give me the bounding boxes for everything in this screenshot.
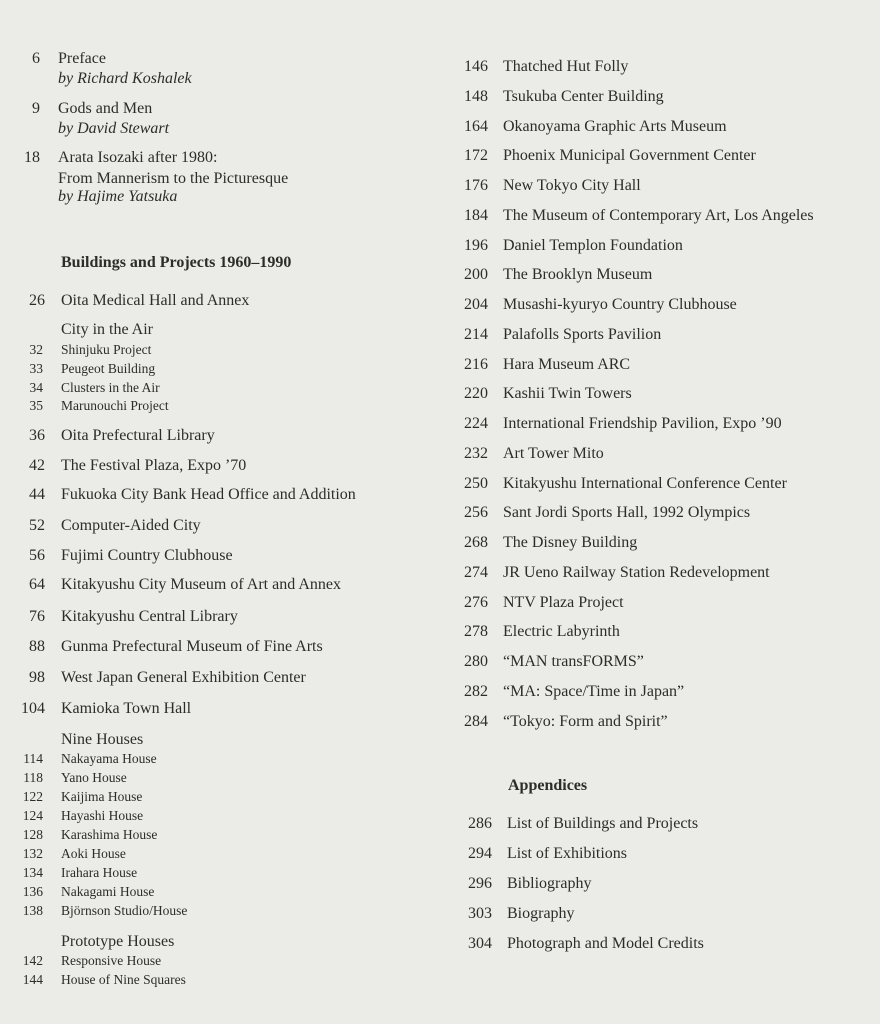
page-number: 220	[464, 385, 488, 402]
entry-title: Hara Museum ARC	[503, 356, 631, 373]
toc-entry	[0, 576, 440, 598]
entry-title: Preface	[58, 50, 106, 67]
entry-title: Fukuoka City Bank Head Office and Addition	[61, 486, 356, 503]
toc-entry	[448, 385, 880, 407]
entry-title: NTV Plaza Project	[503, 594, 624, 611]
entry-title: Gods and Men	[58, 100, 153, 117]
page-number: 196	[464, 237, 488, 254]
entry-title: House of Nine Squares	[61, 972, 186, 987]
page-number: 250	[464, 475, 488, 492]
entry-title: Photograph and Model Credits	[507, 935, 704, 952]
entry-title: Peugeot Building	[61, 361, 156, 376]
toc-subentry	[0, 903, 440, 925]
entry-title: Computer-Aided City	[61, 517, 201, 534]
page-number: 122	[22, 789, 43, 804]
page-number: 286	[468, 815, 492, 832]
entry-title: Phoenix Municipal Government Center	[503, 147, 756, 164]
entry-title: Sant Jordi Sports Hall, 1992 Olympics	[503, 504, 751, 521]
toc-group-label	[0, 933, 440, 955]
entry-title: Kashii Twin Towers	[503, 385, 632, 402]
page-number: 114	[23, 751, 43, 766]
entry-title: Karashima House	[61, 827, 158, 842]
toc-entry	[448, 504, 880, 526]
page-number: 104	[21, 700, 45, 717]
entry-title: List of Exhibitions	[507, 845, 627, 862]
entry-title: Okanoyama Graphic Arts Museum	[503, 118, 727, 135]
toc-entry	[448, 594, 880, 616]
toc-entry	[448, 207, 880, 229]
entry-title: Arata Isozaki after 1980:	[58, 149, 218, 166]
toc-entry	[448, 445, 880, 467]
toc-entry	[0, 292, 440, 314]
page-number: 76	[29, 608, 45, 625]
toc-entry	[448, 118, 880, 140]
page-number: 164	[464, 118, 488, 135]
toc-entry	[448, 623, 880, 645]
entry-title: JR Ueno Railway Station Redevelopment	[503, 564, 770, 581]
entry-title: List of Buildings and Projects	[507, 815, 699, 832]
page-number: 88	[29, 638, 45, 655]
page-number: 64	[29, 576, 45, 593]
toc-entry	[448, 815, 880, 837]
page-number: 18	[24, 149, 40, 166]
page-number: 278	[464, 623, 488, 640]
entry-title: Yano House	[61, 770, 127, 785]
toc-entry	[0, 608, 440, 630]
toc-entry	[448, 534, 880, 556]
page-number: 256	[464, 504, 488, 521]
entry-title: The Museum of Contemporary Art, Los Angeles	[503, 207, 814, 224]
entry-title: “MAN transFORMS”	[503, 653, 644, 670]
entry-title: Tsukuba Center Building	[503, 88, 664, 105]
page-number: 32	[29, 342, 43, 357]
entry-title: Musashi-kyuryo Country Clubhouse	[503, 296, 737, 313]
entry-title: Palafolls Sports Pavilion	[503, 326, 662, 343]
entry-title: Nakagami House	[61, 884, 155, 899]
page-number: 284	[464, 713, 488, 730]
page-number: 142	[22, 953, 43, 968]
entry-title: Hayashi House	[61, 808, 144, 823]
toc-entry	[448, 683, 880, 705]
page-number: 33	[29, 361, 43, 376]
page-number: 35	[29, 398, 43, 413]
entry-title: Irahara House	[61, 865, 138, 880]
toc-entry	[448, 845, 880, 867]
page-number: 44	[29, 486, 45, 503]
entry-title: Aoki House	[61, 846, 126, 861]
toc-entry	[0, 427, 440, 449]
page-number: 148	[464, 88, 488, 105]
page-number: 124	[22, 808, 43, 823]
entry-byline: by David Stewart	[58, 120, 170, 137]
toc-entry	[448, 653, 880, 675]
entry-title: Art Tower Mito	[503, 445, 604, 462]
toc-subentry	[0, 398, 440, 420]
page-number: 26	[29, 292, 45, 309]
toc-entry	[448, 266, 880, 288]
toc-entry	[0, 486, 440, 508]
entry-title: New Tokyo City Hall	[503, 177, 641, 194]
page-number: 34	[29, 380, 43, 395]
toc-entry	[0, 669, 440, 691]
toc-entry	[0, 638, 440, 660]
toc-entry	[448, 147, 880, 169]
entry-title: “MA: Space/Time in Japan”	[503, 683, 685, 700]
entry-title: The Disney Building	[503, 534, 638, 551]
entry-title: Nakayama House	[61, 751, 157, 766]
toc-entry	[0, 547, 440, 569]
page-number: 42	[29, 457, 45, 474]
entry-title: Biography	[507, 905, 575, 922]
entry-title: Kitakyushu City Museum of Art and Annex	[61, 576, 341, 593]
entry-title: Shinjuku Project	[61, 342, 152, 357]
toc-group-label	[0, 731, 440, 753]
page-number: 128	[22, 827, 43, 842]
entry-title: Oita Prefectural Library	[61, 427, 215, 444]
page-number: 132	[22, 846, 43, 861]
page-number: 52	[29, 517, 45, 534]
toc-entry	[0, 700, 440, 722]
page-number: 232	[464, 445, 488, 462]
entry-title: Kamioka Town Hall	[61, 700, 192, 717]
page-number: 136	[22, 884, 43, 899]
page-number: 296	[468, 875, 492, 892]
entry-title: The Festival Plaza, Expo ’70	[61, 457, 247, 474]
entry-title: The Brooklyn Museum	[503, 266, 653, 283]
page-number: 118	[23, 770, 43, 785]
entry-title: Kitakyushu Central Library	[61, 608, 238, 625]
appendices-heading: Appendices	[508, 777, 588, 794]
toc-entry	[448, 237, 880, 259]
page-number: 36	[29, 427, 45, 444]
page-number: 184	[464, 207, 488, 224]
entry-title: “Tokyo: Form and Spirit”	[503, 713, 668, 730]
page-number: 276	[464, 594, 488, 611]
page-number: 214	[464, 326, 488, 343]
toc-entry	[448, 326, 880, 348]
page-number: 200	[464, 266, 488, 283]
toc-entry	[448, 296, 880, 318]
toc-entry	[448, 88, 880, 110]
page-number: 9	[32, 100, 40, 117]
page-number: 274	[464, 564, 488, 581]
entry-byline: by Hajime Yatsuka	[58, 188, 178, 205]
entry-title: Marunouchi Project	[61, 398, 169, 413]
entry-title: Björnson Studio/House	[61, 903, 188, 918]
entry-title: Thatched Hut Folly	[503, 58, 629, 75]
page-number: 172	[464, 147, 488, 164]
toc-entry	[448, 713, 880, 735]
group-title: City in the Air	[61, 321, 153, 338]
page-number: 98	[29, 669, 45, 686]
toc-entry	[448, 564, 880, 586]
entry-title: Daniel Templon Foundation	[503, 237, 683, 254]
entry-title: West Japan General Exhibition Center	[61, 669, 306, 686]
toc-subentry	[0, 972, 440, 994]
toc-entry	[448, 875, 880, 897]
toc-entry	[448, 905, 880, 927]
page-number: 216	[464, 356, 488, 373]
page-number: 294	[468, 845, 492, 862]
toc-group-label	[0, 321, 440, 343]
entry-title-continued: From Mannerism to the Picturesque	[58, 170, 289, 187]
toc-entry	[0, 517, 440, 539]
toc-entry	[448, 177, 880, 199]
page-number: 144	[22, 972, 43, 987]
entry-title: Bibliography	[507, 875, 592, 892]
entry-byline: by Richard Koshalek	[58, 70, 192, 87]
entry-title: Responsive House	[61, 953, 162, 968]
entry-title: Fujimi Country Clubhouse	[61, 547, 233, 564]
entry-title: Clusters in the Air	[61, 380, 160, 395]
toc-entry	[448, 935, 880, 957]
toc-entry	[448, 58, 880, 80]
toc-entry	[0, 457, 440, 479]
page-number: 280	[464, 653, 488, 670]
page-number: 56	[29, 547, 45, 564]
page-number: 6	[32, 50, 40, 67]
toc-entry	[448, 356, 880, 378]
page-number: 268	[464, 534, 488, 551]
page-number: 176	[464, 177, 488, 194]
toc-entry	[448, 475, 880, 497]
entry-title: Oita Medical Hall and Annex	[61, 292, 250, 309]
section-heading: Buildings and Projects 1960–1990	[61, 254, 292, 271]
entry-title: International Friendship Pavilion, Expo ’90	[503, 415, 782, 432]
group-title: Prototype Houses	[61, 933, 175, 950]
group-title: Nine Houses	[61, 731, 144, 748]
entry-title: Electric Labyrinth	[503, 623, 620, 640]
page-number: 224	[464, 415, 488, 432]
page-number: 204	[464, 296, 488, 313]
toc-entry	[448, 415, 880, 437]
page-number: 146	[464, 58, 488, 75]
entry-title: Kitakyushu International Conference Center	[503, 475, 787, 492]
page-number: 138	[22, 903, 43, 918]
page-number: 282	[464, 683, 488, 700]
page-number: 304	[468, 935, 492, 952]
page-number: 134	[22, 865, 43, 880]
page-number: 303	[468, 905, 492, 922]
entry-title: Kaijima House	[61, 789, 143, 804]
entry-title: Gunma Prefectural Museum of Fine Arts	[61, 638, 323, 655]
